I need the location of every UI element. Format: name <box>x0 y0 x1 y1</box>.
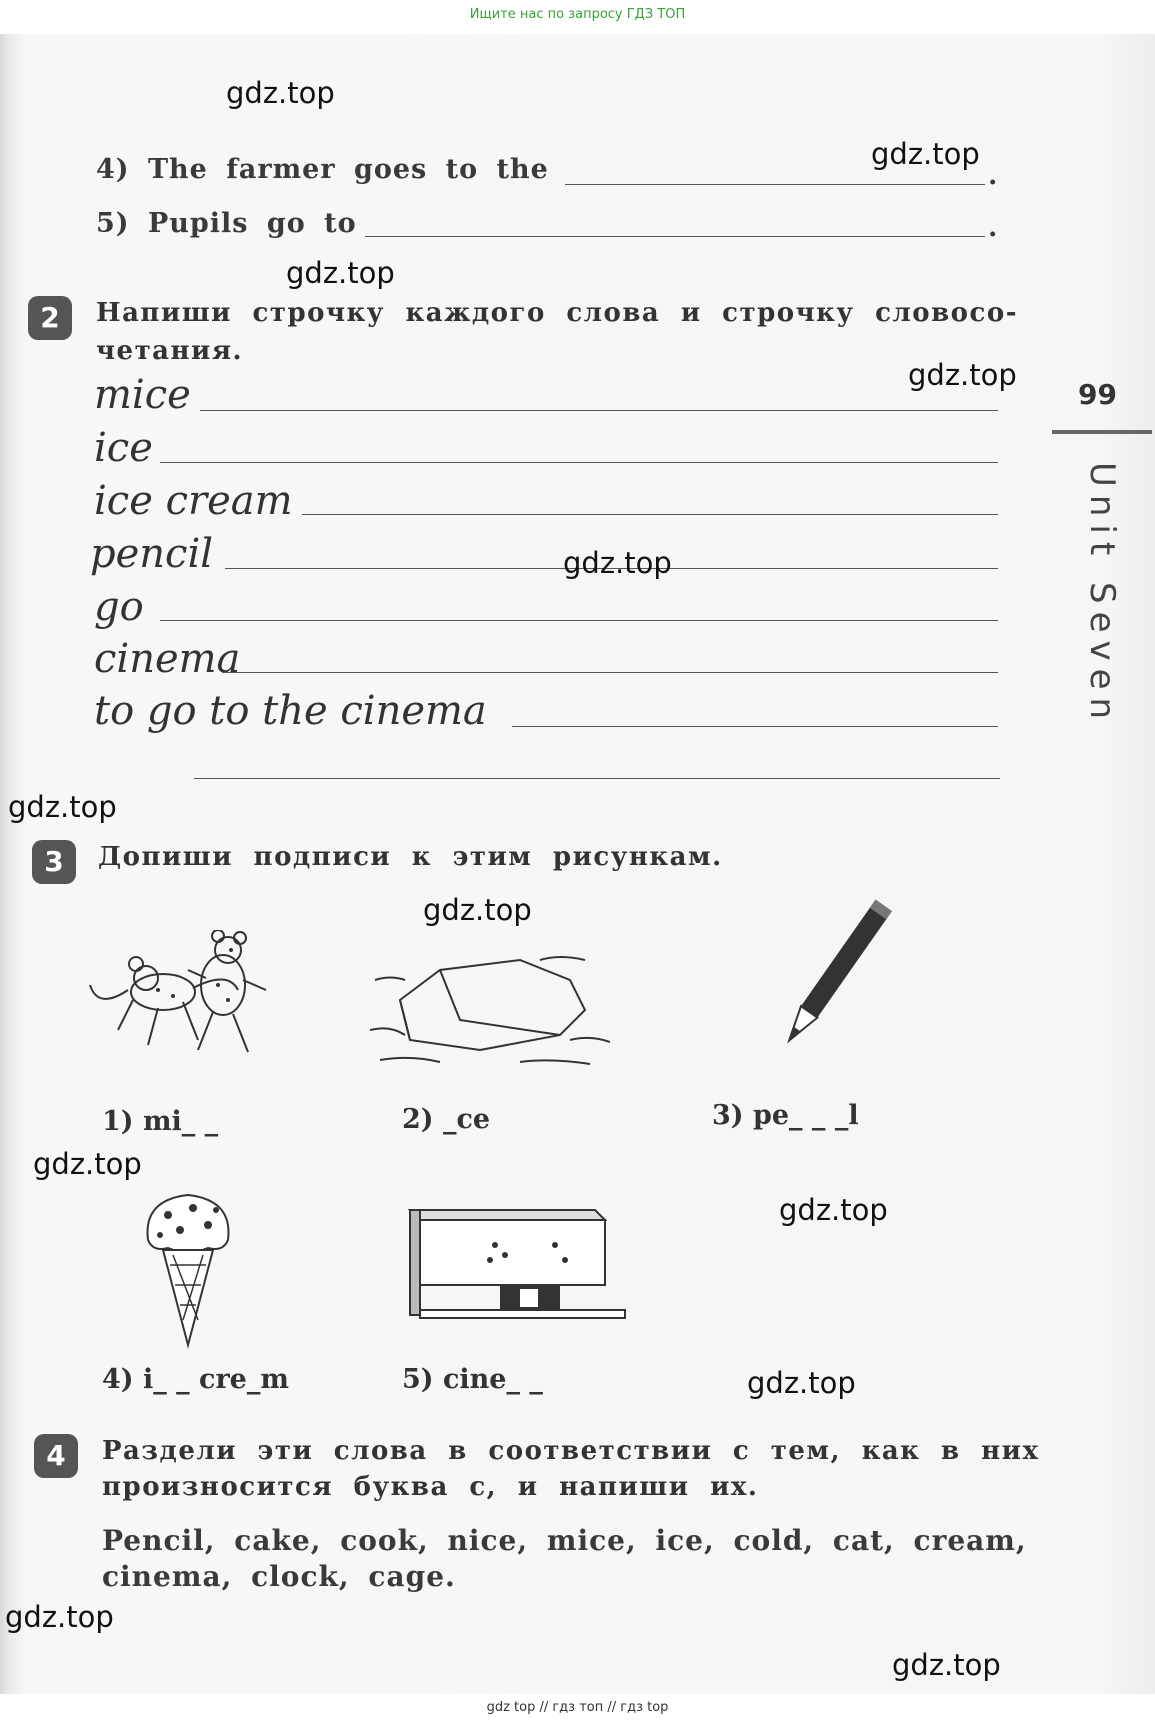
caption-cinema: 5) cine_ _ <box>402 1364 543 1395</box>
watermark: gdz.top <box>423 893 532 927</box>
page-number: 99 <box>1078 378 1117 411</box>
watermark: gdz.top <box>871 137 980 171</box>
exercise4-words-line2: cinema, clock, cage. <box>102 1560 456 1593</box>
pencil-picture <box>770 885 900 1065</box>
watermark: gdz.top <box>226 76 335 110</box>
exercise3-badge: 3 <box>32 840 76 884</box>
answer-line-4[interactable] <box>565 184 985 185</box>
ice-cream-picture <box>138 1190 238 1350</box>
exercise1-sentence-5: 5) Pupils go to <box>96 208 357 239</box>
caption-ice-cream: 4) i_ _ cre_m <box>102 1364 289 1395</box>
period-5: . <box>988 212 999 243</box>
copy-line-mice[interactable] <box>200 410 998 411</box>
top-banner[interactable]: Ищите нас по запросу ГДЗ ТОП <box>469 7 686 22</box>
watermark: gdz.top <box>8 790 117 824</box>
watermark: gdz.top <box>779 1193 888 1227</box>
watermark: gdz.top <box>33 1147 142 1181</box>
copy-word-phrase: to go to the cinema <box>94 688 487 734</box>
exercise1-sentence-4: 4) The farmer goes to the <box>96 154 549 185</box>
copy-line-ice-cream[interactable] <box>302 514 998 515</box>
copy-word-pencil: pencil <box>90 531 214 577</box>
answer-line-5[interactable] <box>365 236 985 237</box>
copy-word-ice-cream: ice cream <box>94 478 293 524</box>
watermark: gdz.top <box>892 1648 1001 1682</box>
watermark: gdz.top <box>563 546 672 580</box>
copy-line-cinema[interactable] <box>222 672 998 673</box>
copy-word-mice: mice <box>94 372 191 418</box>
footer-links[interactable]: gdz top // гдз топ // гдз top <box>486 1700 669 1715</box>
copy-word-cinema: cinema <box>94 636 241 682</box>
copy-word-ice: ice <box>94 425 153 471</box>
caption-mice: 1) mi_ _ <box>102 1106 219 1137</box>
copy-line-ice[interactable] <box>160 462 998 463</box>
ice-floe-picture <box>370 940 610 1070</box>
copy-word-go: go <box>94 584 144 630</box>
copy-line-phrase[interactable] <box>512 726 998 727</box>
exercise2-instruction-line2: четания. <box>96 336 244 366</box>
caption-pencil: 3) pe_ _ _l <box>712 1100 859 1131</box>
watermark: gdz.top <box>908 358 1017 392</box>
watermark: gdz.top <box>286 256 395 290</box>
period-4: . <box>988 160 999 191</box>
exercise4-instruction-line1: Раздели эти слова в соответствии с тем, как в них <box>102 1436 1040 1466</box>
exercise2-instruction-line1: Напиши строчку каждого слова и строчку словосо- <box>96 298 1018 328</box>
watermark: gdz.top <box>747 1366 856 1400</box>
exercise4-instruction-line2: произносится буква с, и напиши их. <box>102 1472 759 1502</box>
caption-ice: 2) _ce <box>402 1104 491 1135</box>
copy-line-go[interactable] <box>160 620 998 621</box>
copy-line-extra[interactable] <box>194 778 1000 779</box>
cinema-picture <box>405 1205 630 1325</box>
exercise4-badge: 4 <box>34 1434 78 1478</box>
watermark: gdz.top <box>5 1600 114 1634</box>
exercise4-words-line1: Pencil, cake, cook, nice, mice, ice, cold, cat, cream, <box>102 1524 1027 1557</box>
mice-picture <box>88 930 278 1070</box>
exercise2-badge: 2 <box>28 296 72 340</box>
page-number-divider <box>1052 430 1152 434</box>
unit-label: Unit Seven <box>1082 462 1122 728</box>
exercise3-instruction: Допиши подписи к этим рисункам. <box>98 842 723 872</box>
